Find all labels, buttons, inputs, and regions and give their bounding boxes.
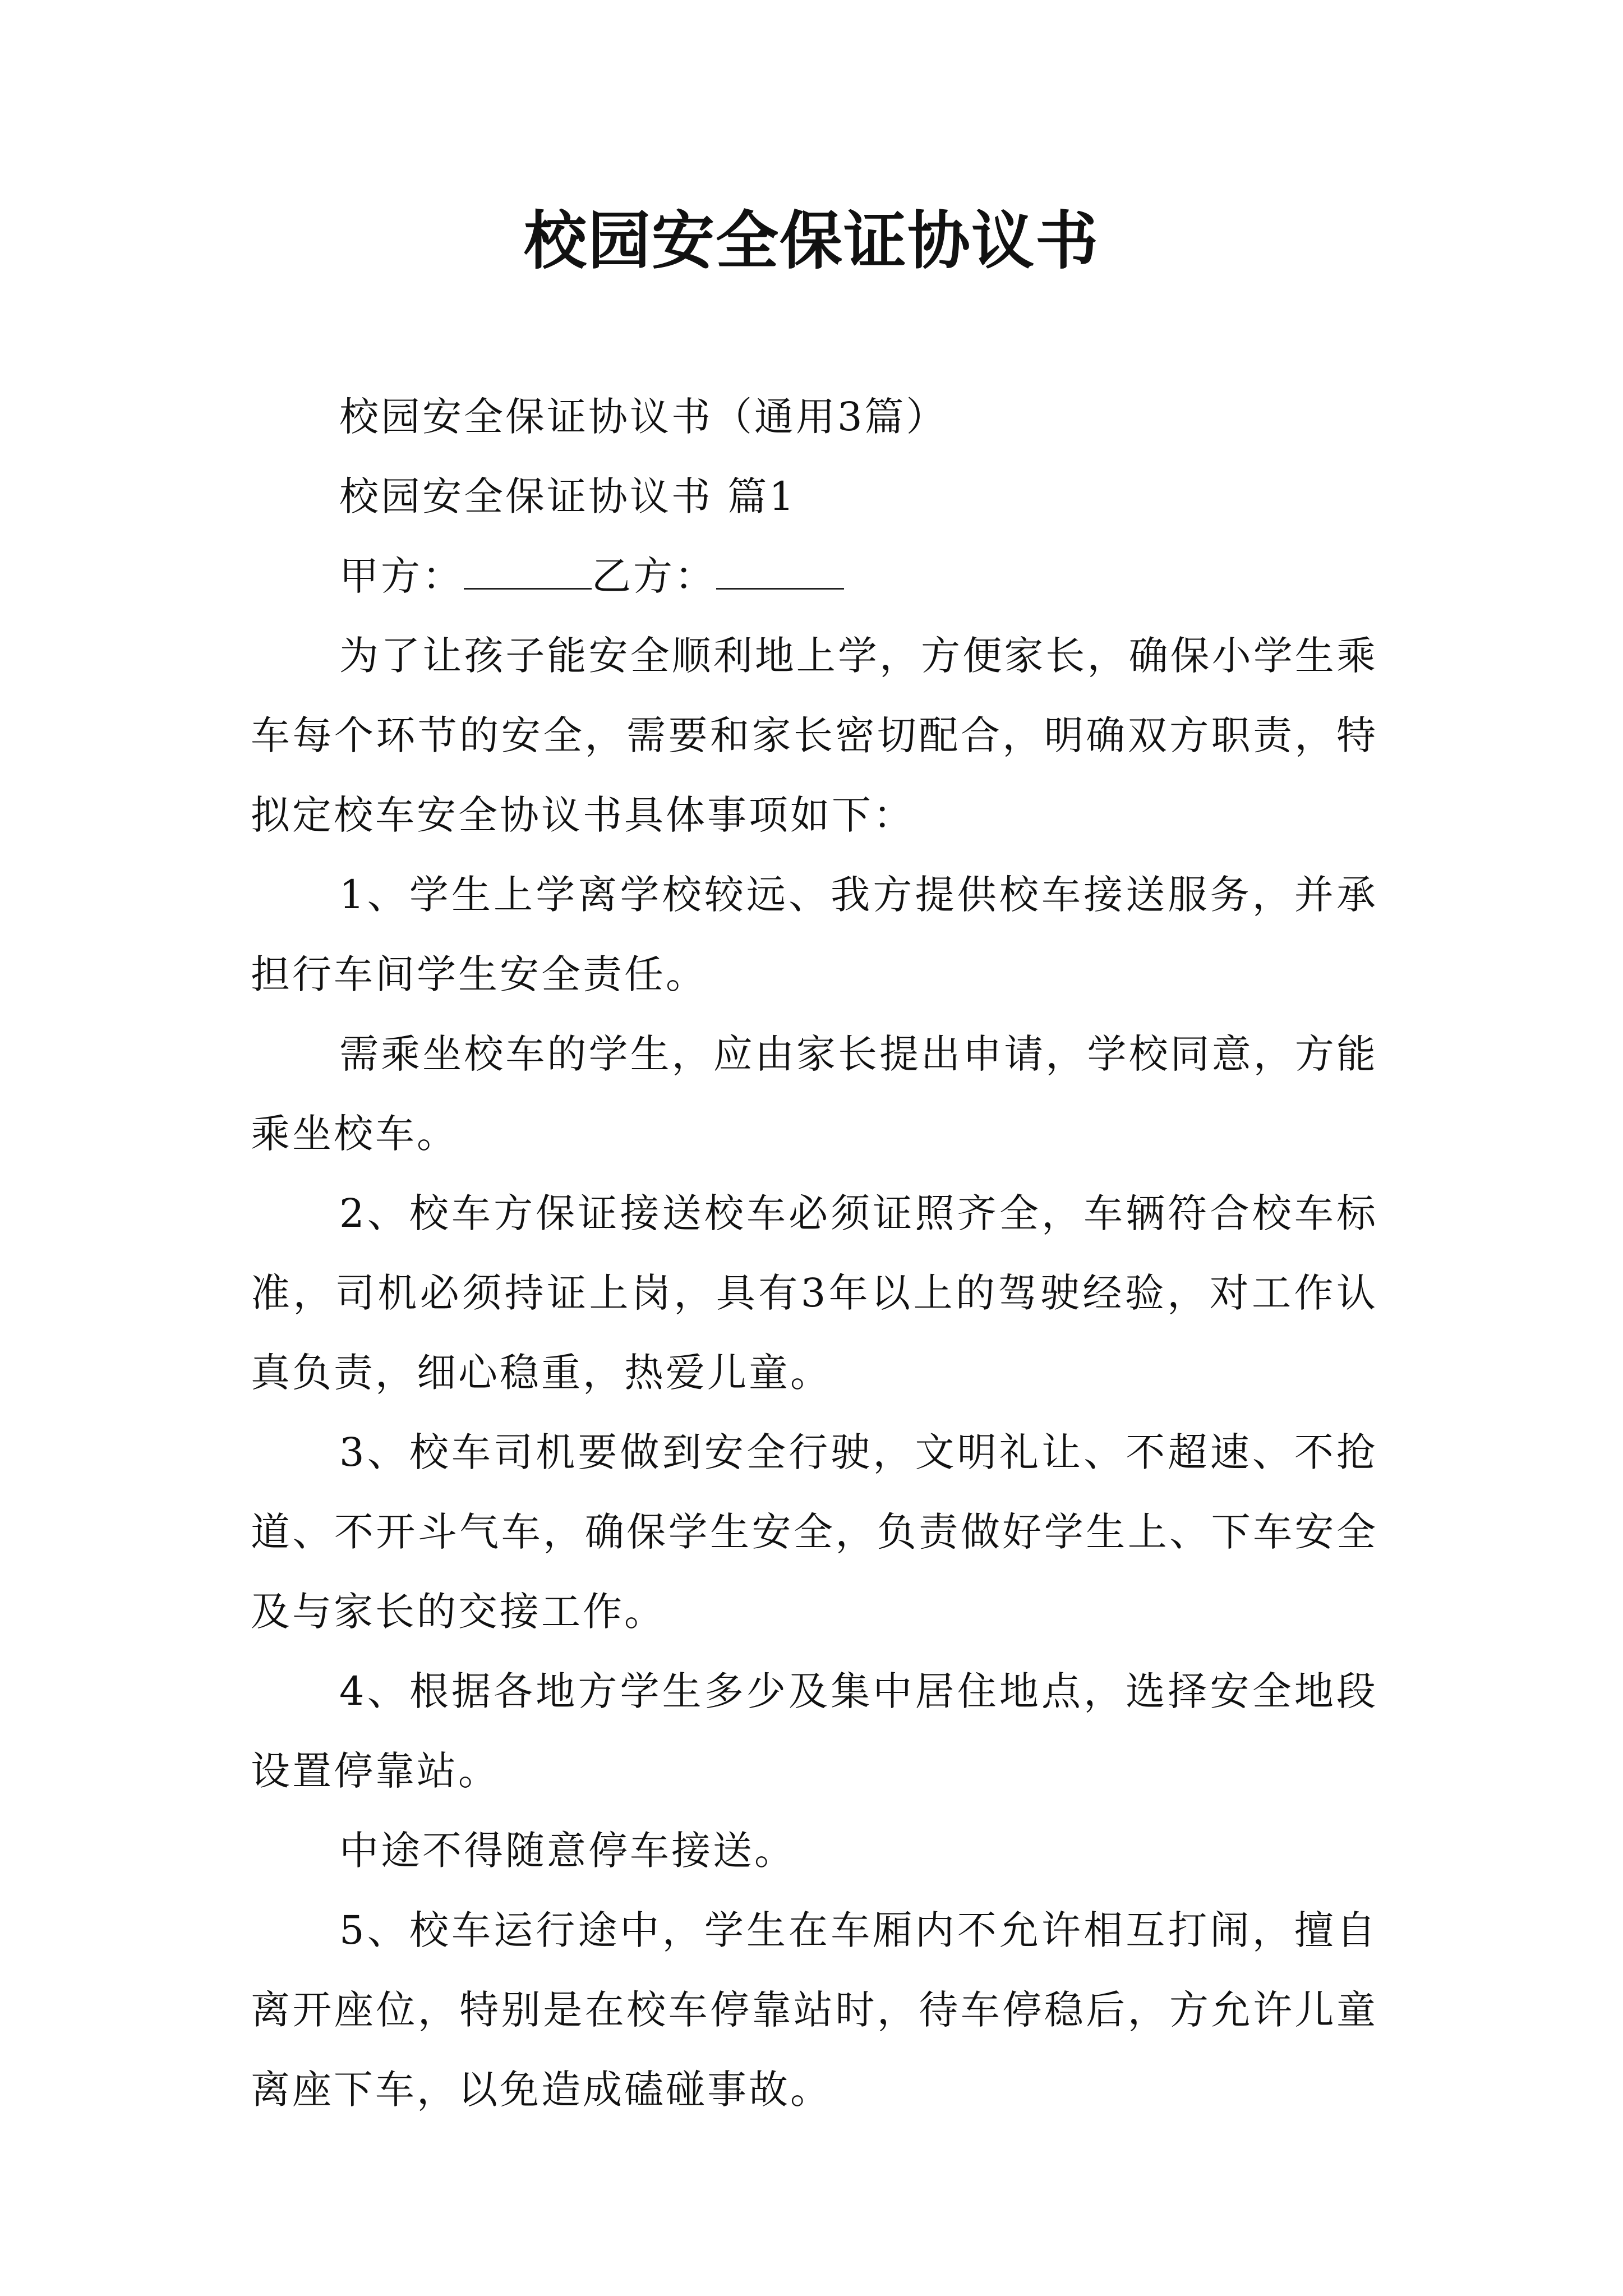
party-a-label: 甲方： [339, 553, 464, 599]
paragraph: 1、学生上学离学校较远、我方提供校车接送服务，并承担行车间学生安全责任。 [251, 872, 1378, 997]
parties-line [251, 536, 1378, 616]
paragraph: 2、校车方保证接送校车必须证照齐全，车辆符合校车标准，司机必须持证上岗，具有3年以上的驾驶经验，对工作认真负责，细心稳重，热爱儿童。 [251, 1190, 1378, 1396]
subtitle: 校园安全保证协议书（通用3篇） [339, 394, 948, 440]
paragraph: 为了让孩子能安全顺利地上学，方便家长，确保小学生乘车每个环节的安全，需要和家长密切配合，明确双方职责，特拟定校车安全协议书具体事项如下： [251, 633, 1378, 838]
party-a-blank [464, 549, 592, 590]
party-b-blank [716, 549, 844, 590]
paragraph: 4、根据各地方学生多少及集中居住地点，选择安全地段设置停靠站。 [251, 1668, 1378, 1794]
party-b-label: 乙方： [592, 553, 716, 599]
document-body [251, 377, 1378, 2129]
paragraph: 需乘坐校车的学生，应由家长提出申请，学校同意，方能乘坐校车。 [251, 1031, 1378, 1157]
section-heading: 校园安全保证协议书 篇1 [339, 473, 796, 519]
document-title: 校园安全保证协议书 [524, 204, 1099, 278]
paragraph: 3、校车司机要做到安全行驶，文明礼让、不超速、不抢道、不开斗气车，确保学生安全，负责做好学生上、下车安全及与家长的交接工作。 [251, 1429, 1378, 1635]
paragraph: 5、校车运行途中，学生在车厢内不允许相互打闹，擅自离开座位，特别是在校车停靠站时，待车停稳后，方允许儿童离座下车，以免造成磕碰事故。 [251, 1907, 1378, 2113]
paragraph: 中途不得随意停车接送。 [339, 1828, 796, 1874]
